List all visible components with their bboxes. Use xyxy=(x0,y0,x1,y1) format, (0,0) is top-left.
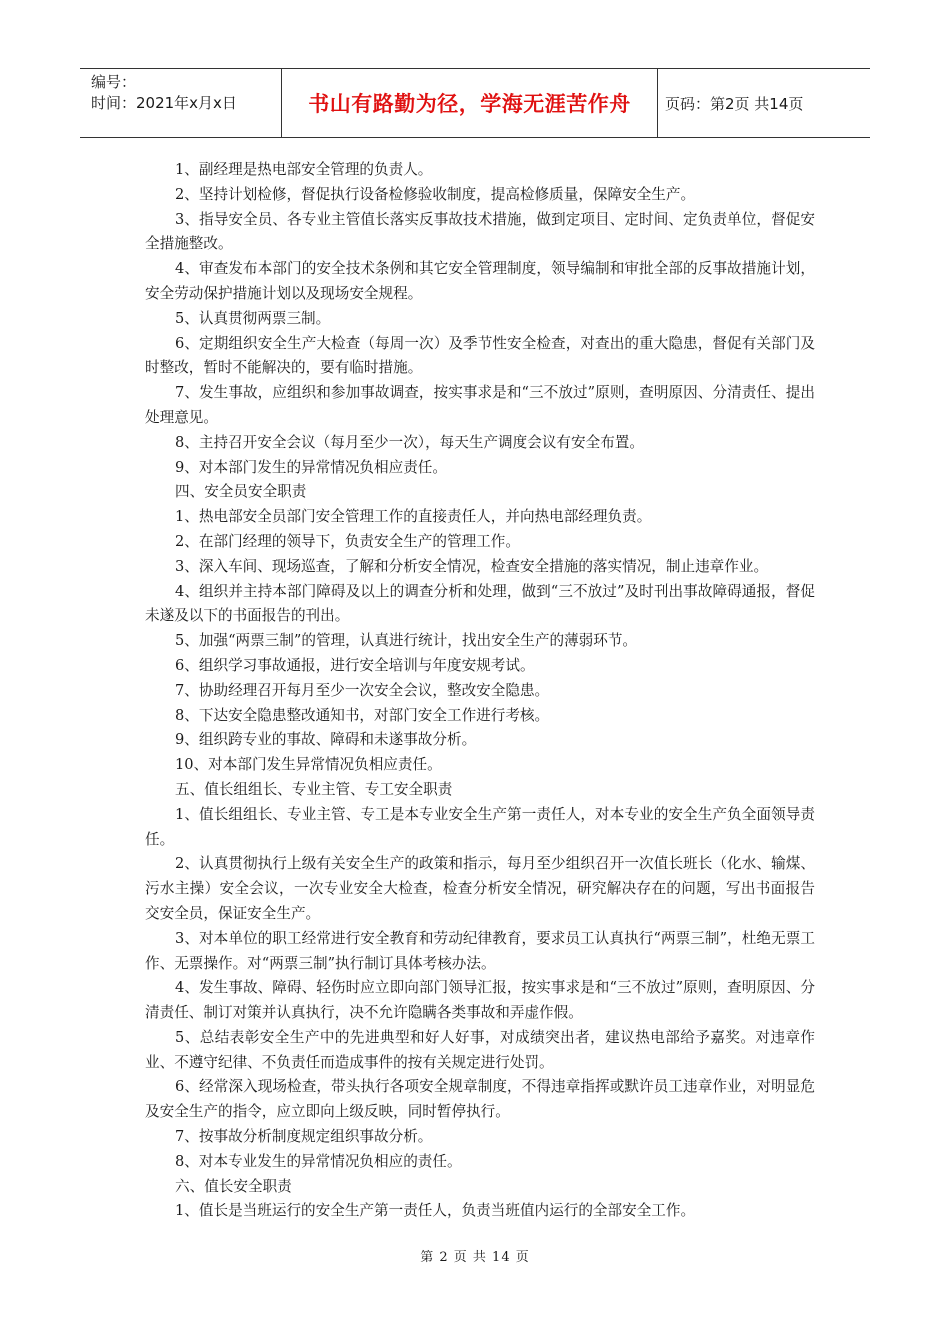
paragraph: 9、对本部门发生的异常情况负相应责任。 xyxy=(175,458,447,476)
paragraph: 6、经常深入现场检查，带头执行各项安全规章制度，不得违章指挥或默许员工违章作业，对明显危及安全生产的指令，应立即向上级反映，同时暂停执行。 xyxy=(145,1078,815,1121)
document-body xyxy=(145,158,815,1224)
paragraph: 9、组织跨专业的事故、障碍和未遂事故分析。 xyxy=(175,731,477,749)
header-page-info-cell xyxy=(658,69,870,137)
paragraph: 5、认真贯彻两票三制。 xyxy=(175,309,331,327)
paragraph: 4、发生事故、障碍、轻伤时应立即向部门领导汇报，按实事求是和“三不放过”原则，查明原因、分清责任、制订对策并认真执行，决不允许隐瞒各类事故和弄虚作假。 xyxy=(145,979,815,1022)
section-heading: 五、值长组组长、专业主管、专工安全职责 xyxy=(175,780,453,798)
paragraph: 7、发生事故，应组织和参加事故调查，按实事求是和“三不放过”原则，查明原因、分清责任、提出处理意见。 xyxy=(145,384,815,426)
document-number-label: 编号： xyxy=(91,73,137,91)
page-footer: 第 2 页 共 14 页 xyxy=(420,1250,530,1265)
paragraph: 1、副经理是热电部安全管理的负责人。 xyxy=(175,161,433,178)
paragraph: 5、总结表彰安全生产中的先进典型和好人好事，对成绩突出者，建议热电部给予嘉奖。对违章作业、不遵守纪律、不负责任而造成事件的按有关规定进行处罚。 xyxy=(145,1028,815,1071)
header-meta xyxy=(80,69,282,137)
header-motto-cell xyxy=(282,69,658,137)
paragraph: 1、值长是当班运行的安全生产第一责任人，负责当班值内运行的全部安全工作。 xyxy=(175,1202,696,1220)
document-date: 时间：2021年x月x日 xyxy=(91,94,237,112)
page-header xyxy=(80,68,870,138)
paragraph: 8、主持召开安全会议（每月至少一次），每天生产调度会议有安全布置。 xyxy=(175,433,644,451)
paragraph: 3、指导安全员、各专业主管值长落实反事故技术措施，做到定项目、定时间、定负责单位，督促安全措施整改。 xyxy=(145,210,815,253)
paragraph: 6、组织学习事故通报，进行安全培训与年度安规考试。 xyxy=(175,656,535,674)
paragraph: 2、坚持计划检修，督促执行设备检修验收制度，提高检修质量，保障安全生产。 xyxy=(175,185,696,203)
paragraph: 4、审查发布本部门的安全技术条例和其它安全管理制度，领导编制和审批全部的反事故措施计划，安全劳动保护措施计划以及现场安全规程。 xyxy=(145,260,815,302)
paragraph: 3、对本单位的职工经常进行安全教育和劳动纪律教育，要求员工认真执行“两票三制”，杜绝无票工作、无票操作。对“两票三制”执行制订具体考核办法。 xyxy=(145,929,815,972)
paragraph: 6、定期组织安全生产大检查（每周一次）及季节性安全检查，对查出的重大隐患，督促有关部门及时整改，暂时不能解决的，要有临时措施。 xyxy=(145,334,815,377)
paragraph: 1、热电部安全员部门安全管理工作的直接责任人，并向热电部经理负责。 xyxy=(175,508,652,526)
paragraph: 4、组织并主持本部门障碍及以上的调查分析和处理，做到“三不放过”及时刊出事故障碍通报，督促未遂及以下的书面报告的刊出。 xyxy=(145,582,815,625)
paragraph: 2、在部门经理的领导下，负责安全生产的管理工作。 xyxy=(175,532,520,550)
paragraph: 8、下达安全隐患整改通知书，对部门安全工作进行考核。 xyxy=(175,706,550,724)
section-heading: 四、安全员安全职责 xyxy=(175,483,307,501)
paragraph: 1、值长组组长、专业主管、专工是本专业安全生产第一责任人，对本专业的安全生产负全面领导责任。 xyxy=(145,805,815,848)
paragraph: 10、对本部门发生异常情况负相应责任。 xyxy=(175,756,442,774)
header-motto: 书山有路勤为径，学海无涯苦作舟 xyxy=(308,92,631,116)
header-page-info: 页码：第2页 共14页 xyxy=(665,94,804,113)
paragraph: 7、按事故分析制度规定组织事故分析。 xyxy=(175,1128,433,1146)
paragraph: 5、加强“两票三制”的管理，认真进行统计，找出安全生产的薄弱环节。 xyxy=(175,632,638,650)
paragraph: 2、认真贯彻执行上级有关安全生产的政策和指示，每月至少组织召开一次值长班长（化水、输煤、污水主操）安全会议，一次专业安全大检查，检查分析安全情况，研究解决存在的问题，写出书面报告交安全员，保证安全生产。 xyxy=(145,855,815,922)
section-heading: 六、值长安全职责 xyxy=(175,1177,292,1195)
paragraph: 3、深入车间、现场巡查，了解和分析安全情况，检查安全措施的落实情况，制止违章作业。 xyxy=(175,557,769,575)
paragraph: 8、对本专业发生的异常情况负相应的责任。 xyxy=(175,1152,462,1170)
paragraph: 7、协助经理召开每月至少一次安全会议，整改安全隐患。 xyxy=(175,681,550,699)
